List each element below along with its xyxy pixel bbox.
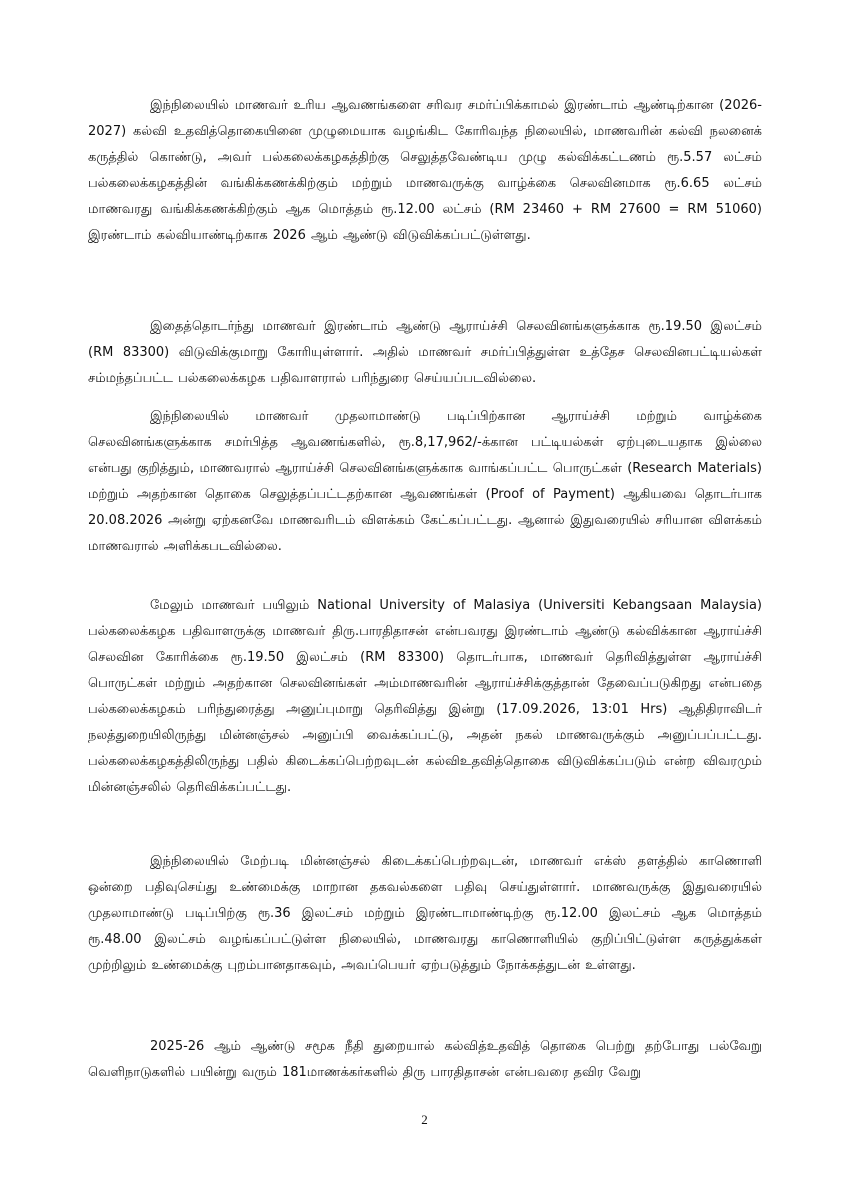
paragraph-university-email: மேலும் மாணவர் பயிலும் National University of Malasiya (Universiti Kebangsaan Malaysia) பல்கலைக்கழக பதிவாளருக்கு மாணவர் திரு.பாரதிதாசன் என்பவரது இரண்டாம் ஆண்டு கல்விக்கான ஆராய்ச்சி செலவின கோரிக்கை ரூ.19.50 இலட்சம் (RM 83300) தொடர்பாக, மாணவர் தெரிவித்துள்ள ஆராய்ச்சி பொருட்கள் மற்றும் அதற்கான செலவினங்கள் அம்மாணவரின் ஆராய்ச்சிக்குத்தான் தேவைப்படுகிறது என்பதை பல்கலைக்கழகம் பரிந்துரைத்து அனுப்புமாறு தெரிவித்து இன்று (17.09.2026, 13:01 Hrs) ஆதிதிராவிடர் நலத்துறையிலிருந்து மின்னஞ்சல் அனுப்பி வைக்கப்பட்டு, அதன் நகல் மாணவருக்கும் அனுப்பப்பட்டது. பல்கலைக்கழகத்திலிருந்து பதில் கிடைக்கப்பெற்றவுடன் கல்விஉதவித்தொகை விடுவிக்கப்படும் என்ற விவரமும் மின்னஞ்சலில் தெரிவிக்கப்பட்டது. <box>88 598 762 795</box>
paragraph-tuition-release: இந்நிலையில் மாணவர் உரிய ஆவணங்களை சரிவர சமர்ப்பிக்காமல் இரண்டாம் ஆண்டிற்கான (2026-2027) கல்வி உதவித்தொகையினை முழுமையாக வழங்கிட கோரிவந்த நிலையில், மாணவரின் கல்வி நலனைக் கருத்தில் கொண்டு, அவர் பல்கலைக்கழகத்திற்கு செலுத்தவேண்டிய முழு கல்விக்கட்டணம் ரூ.5.57 லட்சம் பல்கலைக்கழகத்தின் வங்கிக்கணக்கிற்கும் மற்றும் மாணவருக்கு வாழ்க்கை செலவினமாக ரூ.6.65 லட்சம் மாணவரது வங்கிக்கணக்கிற்கும் ஆக மொத்தம் ரூ.12.00 லட்சம் (RM 23460 + RM 27600 = RM 51060) இரண்டாம் கல்வியாண்டிற்காக 2026 ஆம் ஆண்டு விடுவிக்கப்பட்டுள்ளது. <box>88 98 762 243</box>
page-number: 2 <box>421 1112 428 1127</box>
paragraph-research-request: இதைத்தொடர்ந்து மாணவர் இரண்டாம் ஆண்டு ஆராய்ச்சி செலவினங்களுக்காக ரூ.19.50 இலட்சம் (RM 83300) விடுவிக்குமாறு கோரியுள்ளார். அதில் மாணவர் சமர்ப்பித்துள்ள உத்தேச செலவினபட்டியல்கள் சம்மந்தப்பட்ட பல்கலைக்கழக பதிவாளரால் பரிந்துரை செய்யப்படவில்லை. <box>88 319 762 386</box>
paragraph-first-year-documents: இந்நிலையில் மாணவர் முதலாமாண்டு படிப்பிற்கான ஆராய்ச்சி மற்றும் வாழ்க்கை செலவினங்களுக்காக சமர்பித்த ஆவணங்களில், ரூ.8,17,962/-க்கான பட்டியல்கள் ஏற்புடையதாக இல்லை என்பது குறித்தும், மாணவரால் ஆராய்ச்சி செலவினங்களுக்காக வாங்கப்பட்ட பொருட்கள் (Research Materials) மற்றும் அதற்கான தொகை செலுத்தப்பட்டதற்கான ஆவணங்கள் (Proof of Payment) ஆகியவை தொடர்பாக 20.08.2026 அன்று ஏற்கனவே மாணவரிடம் விளக்கம் கேட்கப்பட்டது. ஆனால் இதுவரையில் சரியான விளக்கம் மாணவரால் அளிக்கபடவில்லை. <box>88 409 762 554</box>
paragraph-video-post: இந்நிலையில் மேற்படி மின்னஞ்சல் கிடைக்கப்பெற்றவுடன், மாணவர் எக்ஸ் தளத்தில் காணொளி ஒன்றை பதிவுசெய்து உண்மைக்கு மாறான தகவல்களை பதிவு செய்துள்ளார். மாணவருக்கு இதுவரையில் முதலாமாண்டு படிப்பிற்கு ரூ.36 இலட்சம் மற்றும் இரண்டாமாண்டிற்கு ரூ.12.00 இலட்சம் ஆக மொத்தம் ரூ.48.00 இலட்சம் வழங்கப்பட்டுள்ள நிலையில், மாணவரது காணொளியில் குறிப்பிட்டுள்ள கருத்துக்கள் முற்றிலும் உண்மைக்கு புறம்பானதாகவும், அவப்பெயர் ஏற்படுத்தும் நோக்கத்துடன் உள்ளது. <box>88 854 762 973</box>
paragraph-scholarship-students: 2025-26 ஆம் ஆண்டு சமூக நீதி துறையால் கல்வித்உதவித் தொகை பெற்று தற்போது பல்வேறு வெளிநாடுகளில் பயின்று வரும் 181மாணக்கர்களில் திரு பாரதிதாசன் என்பவரை தவிர வேறு <box>88 1039 762 1080</box>
